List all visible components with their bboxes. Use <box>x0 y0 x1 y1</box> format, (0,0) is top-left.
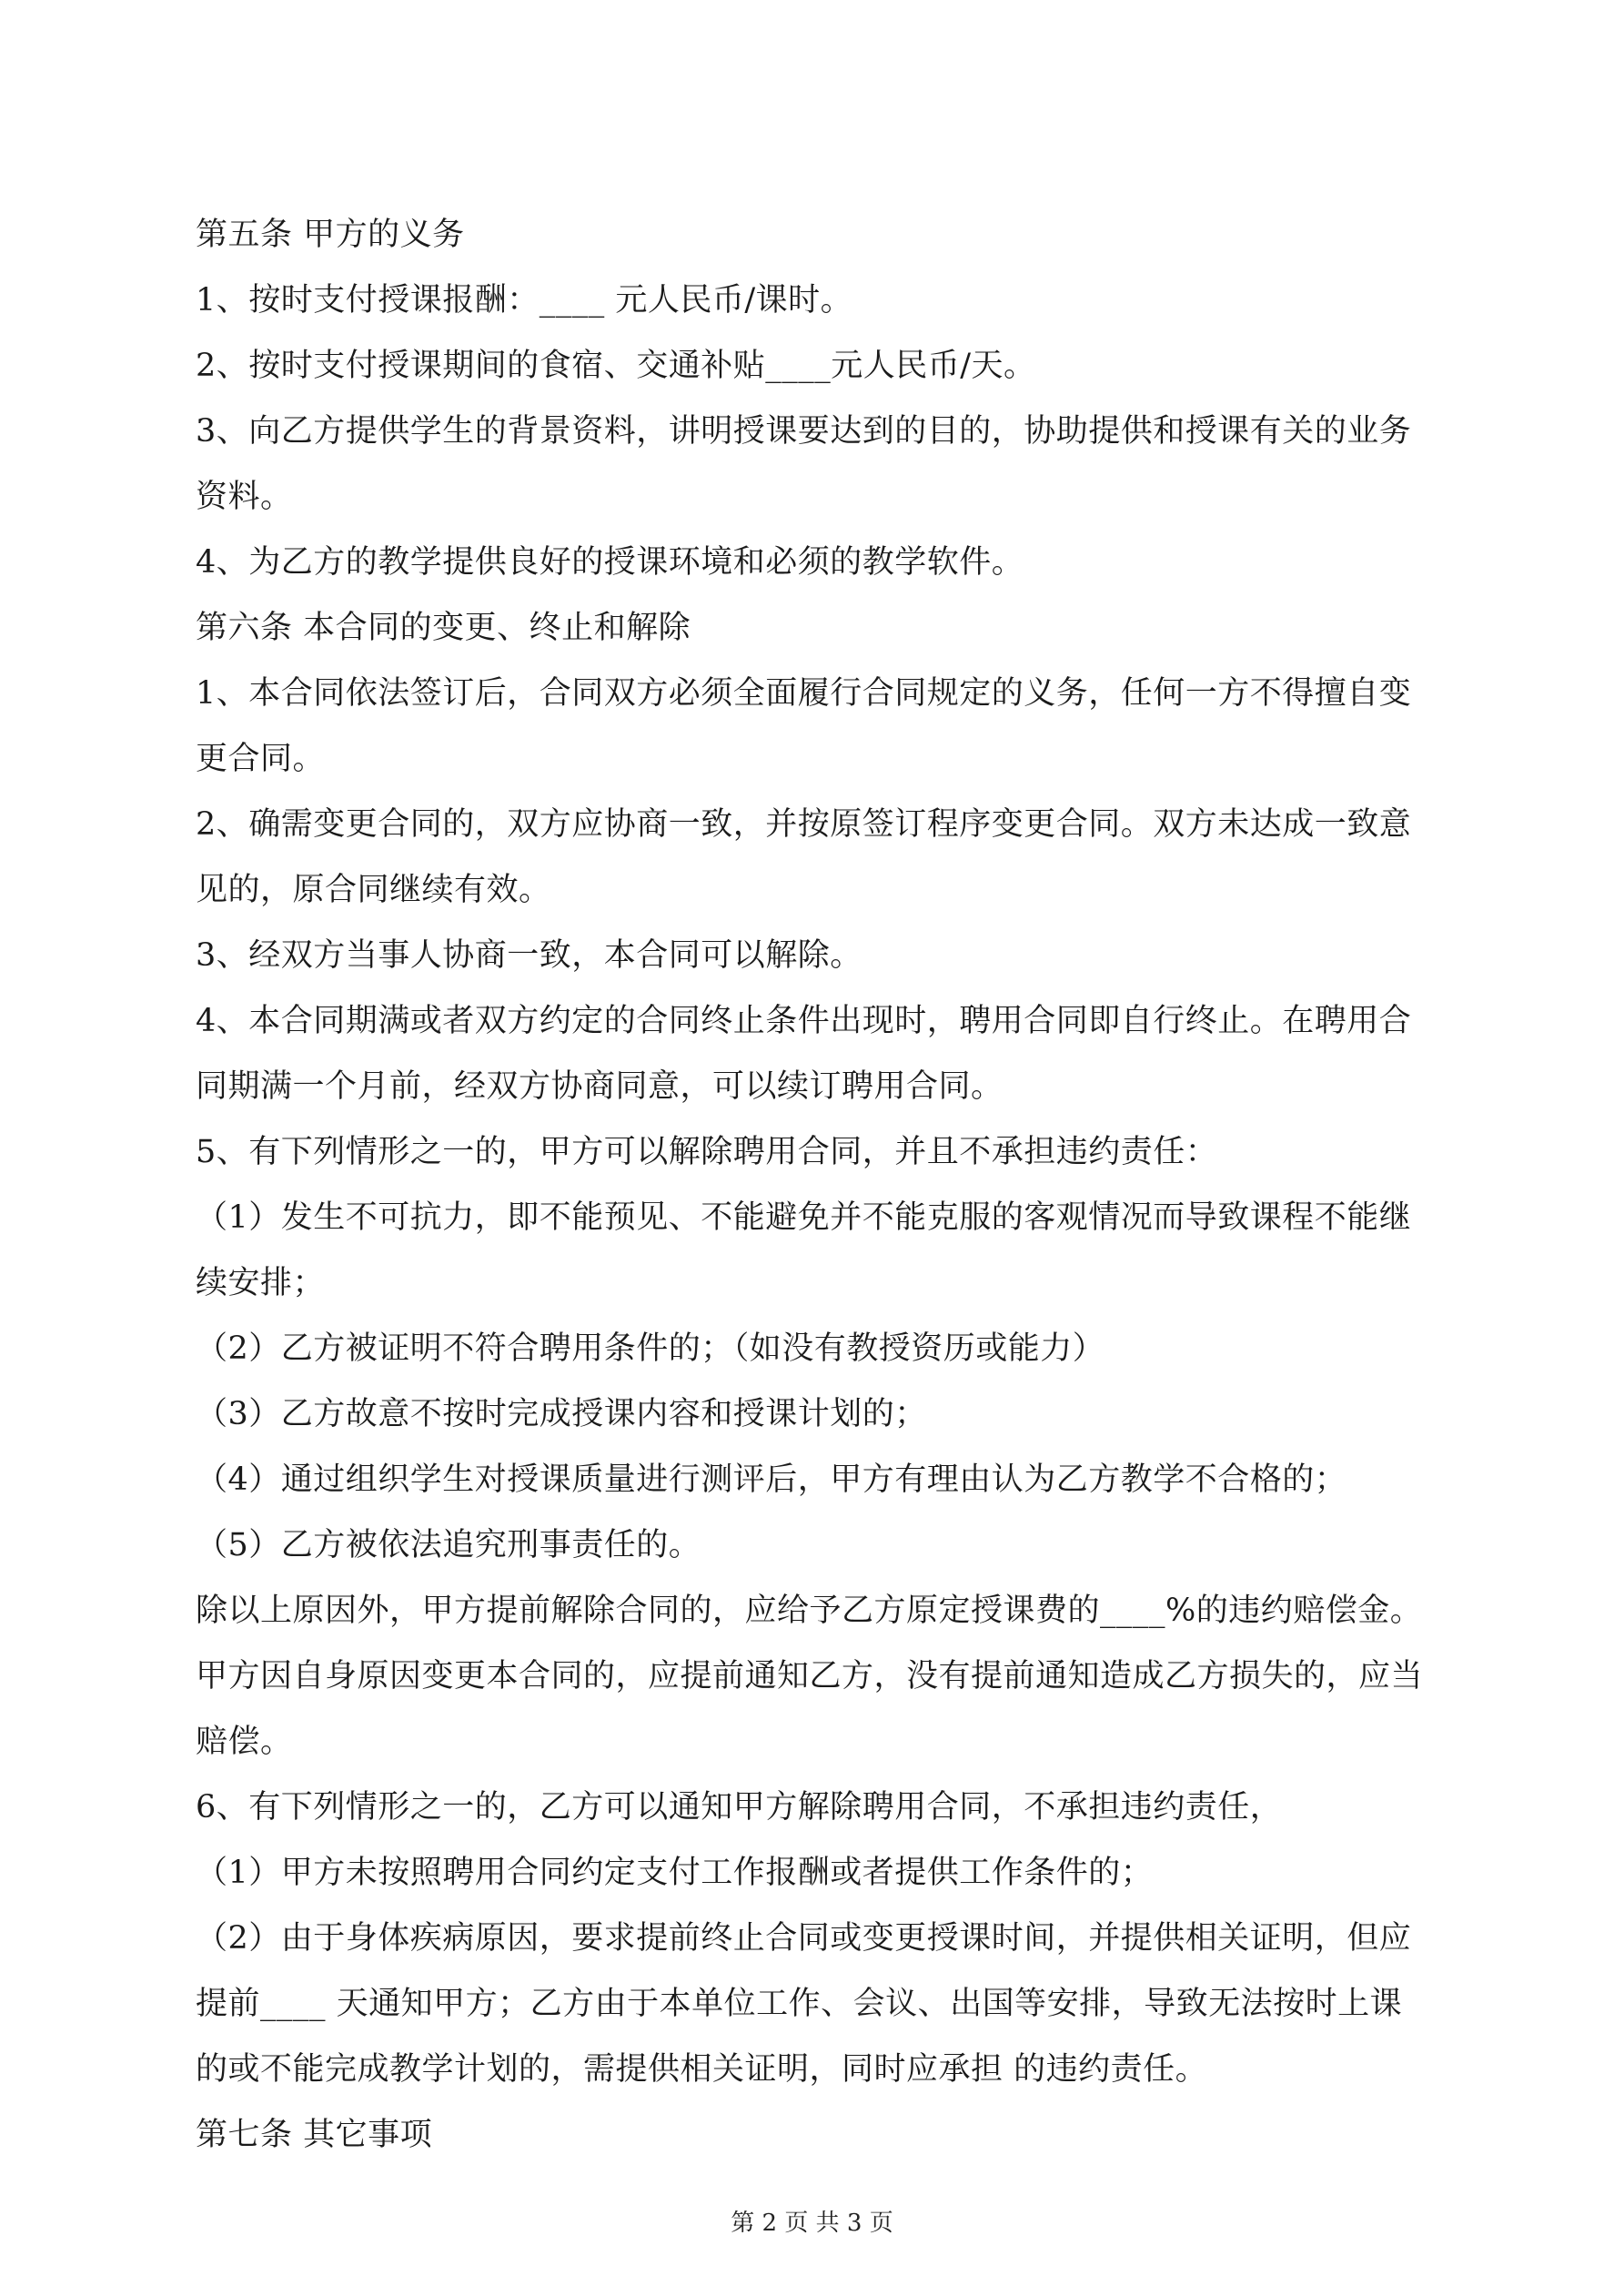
text-line: 6、有下列情形之一的，乙方可以通知甲方解除聘用合同，不承担违约责任， <box>196 1789 1283 1826</box>
text-line: 3、经双方当事人协商一致，本合同可以解除。 <box>196 937 862 974</box>
text-line: （3）乙方故意不按时完成授课内容和授课计划的； <box>196 1396 927 1432</box>
text-line: （1）发生不可抗力，即不能预见、不能避免并不能克服的客观情况而导致课程不能继 <box>196 1199 1412 1236</box>
document-body <box>196 202 1437 2168</box>
text-line: 1、本合同依法签订后，合同双方必须全面履行合同规定的义务，任何一方不得擅自变 <box>196 675 1412 712</box>
text-line: 续安排； <box>196 1265 326 1301</box>
text-line: 同期满一个月前，经双方协商同意，可以续订聘用合同。 <box>196 1068 1004 1105</box>
section-heading-7: 第七条 其它事项 <box>196 2117 433 2153</box>
text-line: 甲方因自身原因变更本合同的，应提前通知乙方，没有提前通知造成乙方损失的，应当 <box>196 1658 1424 1694</box>
text-line: （1）甲方未按照聘用合同约定支付工作报酬或者提供工作条件的； <box>196 1855 1154 1891</box>
text-line: 2、确需变更合同的，双方应协商一致，并按原签订程序变更合同。双方未达成一致意 <box>196 806 1412 843</box>
text-line: 5、有下列情形之一的，甲方可以解除聘用合同，并且不承担违约责任： <box>196 1134 1218 1170</box>
text-line: （2）由于身体疾病原因，要求提前终止合同或变更授课时间，并提供相关证明，但应 <box>196 1920 1412 1957</box>
text-line: 资料。 <box>196 479 293 515</box>
text-line: 赔偿。 <box>196 1724 293 1760</box>
section-heading-5: 第五条 甲方的义务 <box>196 217 465 253</box>
text-line: 提前____ 天通知甲方；乙方由于本单位工作、会议、出国等安排，导致无法按时上课 <box>196 1986 1403 2022</box>
text-line: 的或不能完成教学计划的，需提供相关证明，同时应承担 的违约责任。 <box>196 2051 1208 2088</box>
text-line: （5）乙方被依法追究刑事责任的。 <box>196 1527 701 1563</box>
text-line: 4、本合同期满或者双方约定的合同终止条件出现时，聘用合同即自行终止。在聘用合 <box>196 1003 1412 1039</box>
text-line: （2）乙方被证明不符合聘用条件的；（如没有教授资历或能力） <box>196 1330 1105 1367</box>
text-line: 2、按时支付授课期间的食宿、交通补贴____元人民币/天。 <box>196 348 1036 384</box>
text-line: 除以上原因外，甲方提前解除合同的，应给予乙方原定授课费的____%的违约赔偿金。 <box>196 1593 1423 1629</box>
section-heading-6: 第六条 本合同的变更、终止和解除 <box>196 610 691 646</box>
text-line: 4、为乙方的教学提供良好的授课环境和必须的教学软件。 <box>196 544 1024 581</box>
text-line: 更合同。 <box>196 741 326 777</box>
page-number-footer: 第 2 页 共 3 页 <box>731 2210 893 2237</box>
text-line: 1、按时支付授课报酬：____ 元人民币/课时。 <box>196 282 853 319</box>
text-line: （4）通过组织学生对授课质量进行测评后，甲方有理由认为乙方教学不合格的； <box>196 1462 1347 1498</box>
text-line: 3、向乙方提供学生的背景资料，讲明授课要达到的目的，协助提供和授课有关的业务 <box>196 413 1412 450</box>
text-line: 见的，原合同继续有效。 <box>196 872 551 908</box>
